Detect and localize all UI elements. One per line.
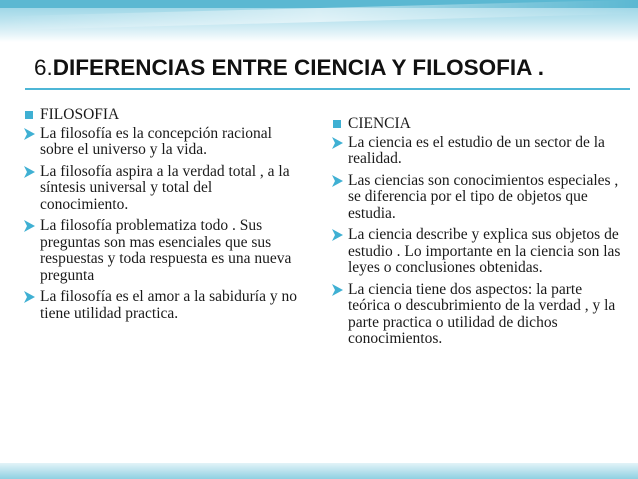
ciencia-heading [330, 116, 622, 133]
ciencia-list-item [330, 227, 622, 277]
top-decorative-band [0, 0, 638, 42]
filosofia-list-item [22, 126, 304, 159]
title-number: 6. [34, 55, 53, 80]
filosofia-column [22, 107, 304, 327]
bottom-decorative-band [0, 463, 638, 479]
filosofia-item-text: La filosofía problematiza todo . Sus preguntas son mas esenciales que sus respuestas y toda respuesta es una nueva pregunta [40, 217, 292, 284]
filosofia-heading [22, 107, 304, 124]
filosofia-list-item [22, 289, 304, 322]
arrowhead-bullet-icon [23, 126, 37, 142]
title-underline [25, 88, 630, 90]
ciencia-item-text: La ciencia describe y explica sus objetos de estudio . Lo importante en la ciencia son las leyes o conclusiones obtenidas. [348, 226, 621, 276]
filosofia-item-text: La filosofía es la concepción racional sobre el universo y la vida. [40, 124, 272, 158]
slide-title [34, 54, 544, 82]
ciencia-item-text: La ciencia es el estudio de un sector de la realidad. [348, 133, 605, 167]
square-bullet-icon [331, 116, 345, 132]
filosofia-item-text: La filosofía es el amor a la sabiduría y no tiene utilidad practica. [40, 288, 297, 322]
arrowhead-bullet-icon [331, 282, 345, 298]
filosofia-list-item [22, 218, 304, 284]
arrowhead-bullet-icon [23, 289, 37, 305]
ciencia-list-item [330, 135, 622, 168]
ciencia-item-text: La ciencia tiene dos aspectos: la parte teórica o descubrimiento de la verdad , y la parte practica o utilidad de dichos conocimientos. [348, 280, 616, 347]
arrowhead-bullet-icon [23, 218, 37, 234]
arrowhead-bullet-icon [23, 164, 37, 180]
arrowhead-bullet-icon [331, 135, 345, 151]
title-area [0, 42, 638, 88]
filosofia-list-item [22, 164, 304, 214]
ciencia-column [330, 116, 622, 353]
ciencia-item-text: Las ciencias son conocimientos especiales , se diferencia por el tipo de objetos que estudia. [348, 171, 619, 222]
filosofia-item-text: La filosofía aspira a la verdad total , a la síntesis universal y total del conocimiento. [40, 162, 290, 213]
ciencia-heading-label: CIENCIA [348, 115, 411, 132]
arrowhead-bullet-icon [331, 173, 345, 189]
arrowhead-bullet-icon [331, 227, 345, 243]
filosofia-heading-label: FILOSOFIA [40, 106, 120, 123]
ciencia-list-item [330, 173, 622, 223]
ciencia-list-item [330, 282, 622, 348]
title-text: DIFERENCIAS ENTRE CIENCIA Y FILOSOFIA . [52, 55, 545, 80]
square-bullet-icon [23, 107, 37, 123]
